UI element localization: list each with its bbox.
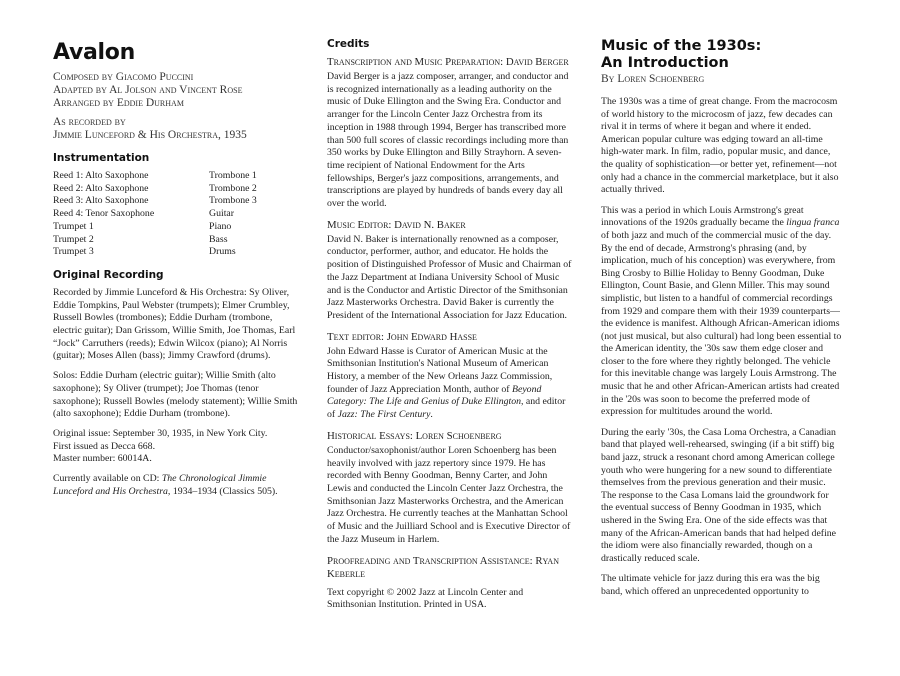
book-title-beyond-category: Beyond Category: The Life and Genius of Duke Ellington <box>327 383 542 408</box>
instrument-item: Reed 1: Alto Saxophone <box>53 170 149 181</box>
credit-proofreading-title: Proofreading and Transcription Assistance: Ryan Keberle <box>327 554 559 580</box>
instrument-item: Trombone 2 <box>209 182 257 194</box>
credit-text-editor-title: Text editor: John Edward Hasse <box>327 330 477 343</box>
essay-paragraph: The 1930s was a time of great change. From the macrocosm of world history to the microcosm of jazz, few decades can rival it in terms of where it began and where it ended. American popular culture was edging toward an all-time high-water mark. In film, radio, popular music, and dance, the quality of sophistication—or better yet, refinement—not only had a chance in the commercial marketplace, but it also actually thrived. <box>601 96 839 196</box>
original-recording-heading: Original Recording <box>53 268 164 281</box>
essay-title-line2: An Introduction <box>601 55 729 71</box>
text-editor-bio-mid: , and editor of <box>327 396 566 421</box>
book-title-jazz-first-century: Jazz: The First Century <box>337 409 431 421</box>
credit-historical-essays-body: Conductor/saxophonist/author Loren Schoenberg has been heavily involved with jazz repertory since 1979. He has recorded with Benny Goodman, Benny Carter, and John Lewis and conducted the Lincoln Center Jazz Orchestra, the Smithsonian Jazz Masterworks Orchestra, and the American Jazz Orchestra. He currently teaches at the Manhattan School of Music and the Juilliard School and is Executive Director of the Jazz Museum in Harlem. <box>327 444 571 545</box>
composer-credits <box>53 71 303 110</box>
instrument-item: Trumpet 2 <box>53 233 94 245</box>
credit-historical-essays-title: Historical Essays: Loren Schoenberg <box>327 429 502 442</box>
recording-personnel: Recorded by Jimmie Lunceford & His Orchestra: Sy Oliver, Eddie Tompkins, Paul Webster (trumpets); Elmer Crumbley, Russell Bowles (trombones); Eddie Durham (trombone, electric guitar); Dan Grissom, Willie Smith, Joe Thomas, Earl “Jock” Carruthers (reeds); Edwin Wilcox (piano); Al Norris (guitar); Moses Allen (bass); Jimmy Crawford (drums). <box>53 286 296 362</box>
instrumentation-list <box>53 170 303 259</box>
credits-heading: Credits <box>327 38 370 50</box>
essay-paragraph-start: This was a period in which Louis Armstrong's great innovations of the 1920s gradually became the <box>601 204 804 229</box>
cd-title: The Chronological Jimmie Lunceford and His Orchestra, <box>53 473 267 497</box>
copyright-notice: Text copyright © 2002 Jazz at Lincoln Center and Smithsonian Institution. Printed in USA. <box>327 586 524 611</box>
composed-by: Composed by Giacomo Puccini <box>53 71 194 83</box>
essay-paragraph: The ultimate vehicle for jazz during this era was the big band, which offered an unprecedented opportunity to <box>601 573 820 597</box>
instrument-item: Piano <box>209 220 232 232</box>
essay-paragraph: During the early '30s, the Casa Loma Orchestra, a Canadian band that played well-rehearsed, swinging (if a bit stiff) big band jazz, struck a resonant chord among American college youth who were hungering for a new sound to differentiate themselves from the previous generation and their music. The response to the Casa Lomans laid the groundwork for the eventual success of Benny Goodman in 1935, which ushered in the Swing Era. One of the side effects was that many of the African-American bands that had helped define the idiom were also financially rewarded, though on a drastically reduced scale. <box>601 426 837 564</box>
credit-transcription-body: David Berger is a jazz composer, arranger, and conductor and is recognized internationally as a leading authority on the music of Duke Ellington and the Swing Era. Conductor and arranger for the Lincoln Center Jazz Orchestra from its inception in 1988 through 1994, Berger has transcribed more than 500 full scores of classic recordings including more than 350 works by Duke Ellington and Billy Strayhorn. A seven-time recipient of National Endowment for the Arts fellowships, Berger's jazz compositions, arrangements, and transcriptions are played by hundreds of bands every day all over the world. <box>327 71 569 210</box>
column-song-info <box>53 38 303 505</box>
credit-music-editor-title: Music Editor: David N. Baker <box>327 218 466 231</box>
column-essay <box>601 38 843 607</box>
instrument-item: Reed 3: Alto Saxophone <box>53 195 149 207</box>
instrument-item: Bass <box>209 233 228 245</box>
recorded-by-block <box>53 116 303 142</box>
issue-label: First issued as Decca 668. <box>53 440 156 452</box>
issue-date: Original issue: September 30, 1935, in New York City. <box>53 427 268 439</box>
essay-title-line1: Music of the 1930s: <box>601 38 762 54</box>
cd-availability-label: Currently available on CD: <box>53 473 162 485</box>
arranged-by: Arranged by Eddie Durham <box>53 97 184 109</box>
credit-text-editor-body <box>327 346 573 422</box>
essay-paragraph <box>601 205 843 419</box>
essay-byline: By Loren Schoenberg <box>601 73 705 85</box>
adapted-by: Adapted by Al Jolson and Vincent Rose <box>53 84 243 96</box>
column-credits <box>327 38 573 619</box>
song-title: Avalon <box>53 40 135 65</box>
essay-paragraph-rest: of both jazz and much of the commercial music of the day. By the end of decade, Armstrong's phrasing (and, by implication, much of his conception) was everywhere, from Bing Crosby to Billie Holiday to Benny Goodman, Duke Ellington, Count Basie, and Glenn Miller. This may sound simplistic, but listen to a handful of commercial recordings from 1929 and compare them with their 1939 counterparts—the evidence is manifest. Although African-American idioms (not just musical, but also cultural) had long been essential to the American identity, the '30s saw them edge closer and closer to the fore where they rightly belonged. The vehicle for this inevitable change was largely Louis Armstrong. The music that he and other African-American artists had created in the '20s was soon to become the preferred mode of expression for multitudes around the world. <box>601 229 842 418</box>
instrumentation-heading: Instrumentation <box>53 152 150 164</box>
instrument-item: Trumpet 3 <box>53 246 94 258</box>
recorded-by-artist: Jimmie Lunceford & His Orchestra, 1935 <box>53 129 247 141</box>
cd-details: 1934–1934 (Classics 505). <box>172 485 278 497</box>
recorded-by-label: As recorded by <box>53 116 126 128</box>
instrument-item: Guitar <box>209 208 235 220</box>
credit-music-editor-body: David N. Baker is internationally renowned as a composer, conductor, performer, author, and educator. He holds the position of Distinguished Professor of Music and Chairman of the Jazz Department at Indiana University School of Music and is the Conductor and Artistic Director of the Smithsonian Jazz Masterworks Orchestra. David Baker is currently the President of the International Association for Jazz Education. <box>327 233 572 321</box>
essay-title <box>601 38 843 72</box>
cd-availability <box>53 473 303 498</box>
instrument-item: Trombone 1 <box>209 170 257 181</box>
term-lingua-franca: lingua franca <box>786 217 840 229</box>
instrument-item: Drums <box>209 246 236 258</box>
recording-solos: Solos: Eddie Durham (electric guitar); Willie Smith (alto saxophone); Sy Oliver (trumpet); Joe Thomas (tenor saxophone); Russell Bowles (melody statement); Willie Smith (alto saxophone); Eddie Durham (trombone). <box>53 370 298 420</box>
credit-transcription-title: Transcription and Music Preparation: David Berger <box>327 56 569 68</box>
master-number: Master number: 60014A. <box>53 453 152 465</box>
instrument-item: Reed 4: Tenor Saxophone <box>53 208 155 220</box>
instrument-item: Reed 2: Alto Saxophone <box>53 182 149 194</box>
instrument-item: Trombone 3 <box>209 195 257 207</box>
issue-info <box>53 428 303 466</box>
text-editor-bio: John Edward Hasse is Curator of American Music at the Smithsonian Institution's National Museum of American History, a member of the New Orleans Jazz Commission, founder of Jazz Appreciation Month, author of <box>327 345 553 395</box>
instrument-item: Trumpet 1 <box>53 220 94 232</box>
text-editor-bio-end: . <box>430 409 433 421</box>
